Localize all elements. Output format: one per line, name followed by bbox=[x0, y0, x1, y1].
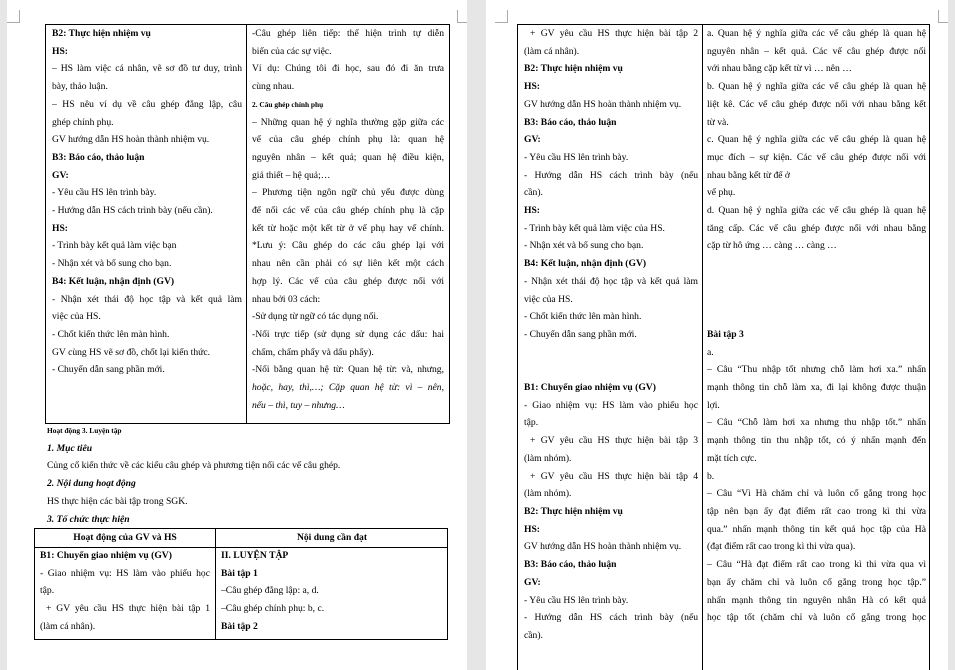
text-line: + GV yêu cầu HS thực hiện bài tập 3 bbox=[530, 435, 698, 447]
margin-mark bbox=[457, 10, 467, 23]
text-line: - Nhận xét và bổ sung cho bạn. bbox=[52, 258, 172, 270]
text-line: (làm nhóm). bbox=[524, 488, 572, 500]
text-line: ghép chính phụ. bbox=[52, 116, 114, 128]
text-line: GV hướng dẫn HS hoàn thành nhiệm vụ. bbox=[524, 98, 682, 110]
margin-mark bbox=[938, 10, 948, 23]
practice-table-left-column bbox=[40, 547, 210, 636]
text-line: B3: Báo cáo, thảo luận bbox=[52, 151, 145, 163]
text-line: từ và. bbox=[707, 116, 729, 128]
text-line: - Chuyển dẫn sang phần mới. bbox=[524, 328, 637, 340]
text-line: – Phương tiện ngôn ngữ chủ yếu được dùng bbox=[252, 187, 444, 199]
text-line: b. bbox=[707, 470, 715, 482]
text-line: GV: bbox=[524, 576, 541, 588]
text-line: (làm nhóm). bbox=[524, 452, 572, 464]
text-line: cặp từ hô ứng … càng … càng … bbox=[707, 240, 837, 252]
text-line bbox=[707, 291, 926, 309]
text-line bbox=[524, 361, 698, 379]
text-line bbox=[524, 344, 698, 362]
text-line: Ví dụ: Chúng tôi đi học, sau đó đi ăn trưa bbox=[252, 63, 444, 75]
text-line: GV: bbox=[524, 134, 541, 146]
text-line: nhấn mạnh thông tin nguyên nhân Hà có kết quả bbox=[707, 594, 926, 606]
continued-table bbox=[517, 24, 930, 670]
text-line: + GV yêu cầu HS thực hiện bài tập 2 bbox=[530, 28, 698, 39]
text-line: hợp lý. Các vế của câu ghép được nối với bbox=[252, 275, 444, 287]
text-line: *Lưu ý: Câu ghép do các câu ghép lại với bbox=[252, 240, 444, 252]
table-divider bbox=[702, 25, 703, 670]
practice-table-right-column bbox=[221, 547, 443, 636]
text-line: B2: Thực hiện nhiệm vụ bbox=[524, 505, 623, 517]
text-line bbox=[707, 255, 926, 273]
text-line: B3: Báo cáo, thảo luận bbox=[524, 116, 617, 128]
text-line: HS: bbox=[52, 45, 68, 57]
margin-mark bbox=[7, 10, 20, 23]
right-page-right-column bbox=[707, 25, 926, 627]
text-line: - Trình bày kết quả làm việc của HS. bbox=[524, 222, 665, 234]
text-line: bày, thảo luận. bbox=[52, 81, 108, 93]
text-line: GV cùng HS vẽ sơ đồ, chốt lại kiến thức. bbox=[52, 346, 210, 358]
header-activities: Hoạt động của GV và HS bbox=[73, 532, 177, 543]
text-line: cần). bbox=[524, 187, 543, 199]
text-line: HS: bbox=[524, 81, 540, 93]
activity-heading: Hoạt động 3. Luyện tập bbox=[47, 426, 122, 435]
text-line: 2. Câu ghép chính phụ bbox=[252, 99, 324, 109]
text-line: nhau bằng kết từ để ở bbox=[707, 169, 791, 181]
text-line: - Nhận xét và bổ sung cho bạn. bbox=[524, 240, 644, 252]
text-line: nếu – thì, tuy – nhưng… bbox=[252, 399, 345, 411]
top-table-left-column bbox=[52, 25, 242, 379]
text-line: qua.” nhấn mạnh thông tin kết quả học tập của Hà bbox=[707, 523, 926, 535]
text-line: HS: bbox=[52, 222, 68, 234]
margin-mark bbox=[495, 10, 508, 23]
text-line: - Nhận xét thái độ học tập và kết quả làm bbox=[524, 275, 698, 287]
text-line: - Hướng dẫn HS cách trình bày (nếu bbox=[524, 169, 698, 181]
text-line: mạnh thông tin chỗ làm xa, đi lại không được thuận bbox=[707, 382, 926, 394]
text-line: - Nhận xét thái độ học tập và kết quả làm bbox=[52, 293, 242, 305]
text-line: a. Quan hệ ý nghĩa giữa các vế câu ghép là quan hệ bbox=[707, 28, 926, 39]
text-line bbox=[707, 308, 926, 326]
text-line: B1: Chuyển giao nhiệm vụ (GV) bbox=[524, 382, 656, 394]
text-line: nguyên nhân – kết quả. Các vế câu ghép được nối bbox=[707, 45, 926, 57]
text-line: việc của HS. bbox=[52, 311, 101, 323]
top-table bbox=[45, 24, 450, 424]
text-line: mạnh thông tin thu nhập tốt, có ý nhấn mạnh đến bbox=[707, 435, 926, 447]
text-line: HS: bbox=[524, 523, 540, 535]
text-line: - Chốt kiến thức lên màn hình. bbox=[52, 328, 170, 340]
goal-text: Củng cố kiến thức về các kiểu câu ghép và phương tiện nối các vế câu ghép. bbox=[47, 460, 341, 472]
text-line: giả thiết – hệ quả;… bbox=[252, 169, 331, 181]
text-line: -Sử dụng từ ngữ có tác dụng nối. bbox=[252, 311, 379, 323]
top-table-right-column bbox=[252, 25, 444, 414]
text-line: nhau nên cần phải có sự liên kết một cách bbox=[252, 258, 444, 270]
text-line: tập. bbox=[40, 585, 55, 597]
text-line: mục đích – sự kiện. Các vế câu ghép được nối với bbox=[707, 151, 926, 163]
practice-section bbox=[47, 422, 447, 528]
text-line: – HS nêu ví dụ về câu ghép đẳng lập, câu bbox=[52, 98, 242, 110]
text-line: - Hướng dẫn HS cách trình bày (nếu bbox=[524, 612, 698, 624]
practice-table bbox=[34, 528, 448, 640]
text-line: học tập tốt (chăm chỉ và luôn cố gắng trong học bbox=[707, 612, 926, 624]
text-line: II. LUYỆN TẬP bbox=[221, 550, 289, 561]
text-line: Bài tập 1 bbox=[221, 567, 258, 579]
text-line: – Câu “Thu nhập tốt nhưng chỗ làm hơi xa.” nhấn bbox=[707, 364, 926, 376]
text-line: với nhau bằng cặp kết từ vì … nên … bbox=[707, 63, 852, 75]
content-text: HS thực hiện các bài tập trong SGK. bbox=[47, 495, 188, 507]
text-line: – Câu “Chỗ làm hơi xa nhưng thu nhập tốt.” nhấn bbox=[707, 417, 926, 429]
text-line: - Giao nhiệm vụ: HS làm vào phiếu học bbox=[40, 567, 210, 579]
text-line: (làm cá nhân). bbox=[40, 620, 96, 632]
text-line: B1: Chuyển giao nhiệm vụ (GV) bbox=[40, 550, 172, 561]
text-line: – HS làm việc cá nhân, vẽ sơ đồ tư duy, trình bbox=[52, 63, 242, 75]
text-line: B2: Thực hiện nhiệm vụ bbox=[52, 28, 151, 39]
document-page-right bbox=[486, 0, 948, 670]
text-line: nhau bởi 03 cách: bbox=[252, 293, 321, 305]
text-line: - Trình bày kết quả làm việc bạn bbox=[52, 240, 177, 252]
right-page-left-column bbox=[524, 25, 698, 645]
text-line: – Câu “Vì Hà chăm chỉ và luôn cố gắng trong học bbox=[707, 488, 926, 500]
text-line: - Chốt kiến thức lên màn hình. bbox=[524, 311, 642, 323]
text-line: –Câu ghép đẳng lập: a, d. bbox=[221, 585, 319, 597]
text-line: GV: bbox=[52, 169, 69, 181]
text-line: tập nên bạn ấy đạt điểm rất cao trong kì thi vừa bbox=[707, 505, 926, 517]
text-line: c. Quan hệ ý nghĩa giữa các vế câu ghép là quan hệ bbox=[707, 134, 926, 146]
header-content: Nội dung cần đạt bbox=[296, 532, 368, 543]
text-line: d. Quan hệ ý nghĩa giữa các vế câu ghép là quan hệ bbox=[707, 205, 926, 217]
text-line: –Câu ghép chính phụ: b, c. bbox=[221, 603, 325, 615]
text-line: B2: Thực hiện nhiệm vụ bbox=[524, 63, 623, 75]
text-line: - Giao nhiệm vụ: HS làm vào phiếu học bbox=[524, 399, 698, 411]
text-line: GV hướng dẫn HS hoàn thành nhiệm vụ. bbox=[52, 134, 210, 146]
text-line: vế phụ. bbox=[707, 187, 736, 199]
text-line: B4: Kết luận, nhận định (GV) bbox=[52, 275, 175, 287]
text-line: - Chuyển dẫn sang phần mới. bbox=[52, 364, 165, 376]
text-line: -Nối bằng quan hệ từ: Quan hệ từ: và, nhưng, bbox=[252, 364, 444, 376]
text-line: B3: Báo cáo, thảo luận bbox=[524, 559, 617, 571]
text-line: Bài tập 3 bbox=[707, 328, 744, 340]
text-line: + GV yêu cầu HS thực hiện bài tập 1 bbox=[46, 603, 210, 615]
text-line: biến của các sự việc. bbox=[252, 45, 332, 57]
goal-heading: 1. Mục tiêu bbox=[47, 442, 93, 454]
text-line: GV hướng dẫn HS hoàn thành nhiệm vụ. bbox=[524, 541, 682, 553]
text-line: + GV yêu cầu HS thực hiện bài tập 4 bbox=[530, 470, 698, 482]
text-line: hoặc, hay, thì,…; Cặp quan hệ từ: vì – nên, bbox=[252, 382, 444, 394]
text-line: việc của HS. bbox=[524, 293, 573, 305]
text-line: tăng cấp. Các vế câu ghép được nối với nhau bằng bbox=[707, 222, 926, 234]
table-divider bbox=[246, 25, 247, 423]
organization-heading: 3. Tổ chức thực hiện bbox=[47, 513, 130, 525]
text-line: HS: bbox=[524, 205, 540, 217]
text-line: – Những quan hệ ý nghĩa thường gặp giữa các bbox=[252, 116, 444, 128]
text-line: để nối các vế của câu ghép chính phụ là cặp bbox=[252, 205, 444, 217]
text-line: a. bbox=[707, 346, 714, 358]
text-line: -Nối trực tiếp (sử dụng sử dụng các dấu: hai bbox=[252, 328, 444, 340]
text-line: b. Quan hệ ý nghĩa giữa các vế câu ghép là quan hệ bbox=[707, 81, 926, 93]
text-line: - Yêu cầu HS lên trình bày. bbox=[524, 151, 629, 163]
text-line: vế của câu ghép chính phụ là: quan hệ bbox=[252, 134, 444, 146]
text-line: - Yêu cầu HS lên trình bày. bbox=[52, 187, 157, 199]
text-line: (làm cá nhân). bbox=[524, 45, 580, 57]
text-line: lợi. bbox=[707, 399, 720, 411]
text-line: nguyên nhân – kết quả; quan hệ điều kiện, bbox=[252, 151, 444, 163]
content-heading: 2. Nội dung hoạt động bbox=[47, 478, 136, 490]
text-line: B4: Kết luận, nhận định (GV) bbox=[524, 258, 647, 270]
text-line: chấm, chấm phẩy và dấu phẩy). bbox=[252, 346, 374, 358]
text-line: Bài tập 2 bbox=[221, 620, 258, 632]
text-line: -Câu ghép liên tiếp: thể hiện trình tự diễn bbox=[252, 28, 444, 39]
text-line: – Câu “Hà đạt điểm rất cao trong kì thi vừa qua vì bbox=[707, 559, 926, 571]
document-page-left bbox=[7, 0, 467, 670]
text-line: tập. bbox=[524, 417, 539, 429]
text-line: - Yêu cầu HS lên trình bày. bbox=[524, 594, 629, 606]
text-line: (đạt điểm rất cao trong kì thi vừa qua). bbox=[707, 541, 856, 553]
text-line: liệt kê. Các vế câu ghép được nối với nhau bằng kết bbox=[707, 98, 926, 110]
text-line: bạn ấy chăm chỉ và luôn cố gắng trong học tập.” bbox=[707, 576, 926, 588]
text-line: cần). bbox=[524, 629, 543, 641]
text-line: cùng nhau. bbox=[252, 81, 295, 93]
text-line bbox=[707, 273, 926, 291]
text-line: - Hướng dẫn HS cách trình bày (nếu cần). bbox=[52, 205, 213, 217]
text-line: mặt tích cực. bbox=[707, 452, 757, 464]
text-line: kết từ hoặc một kết từ ở vế phụ hay vế chính. bbox=[252, 222, 444, 234]
